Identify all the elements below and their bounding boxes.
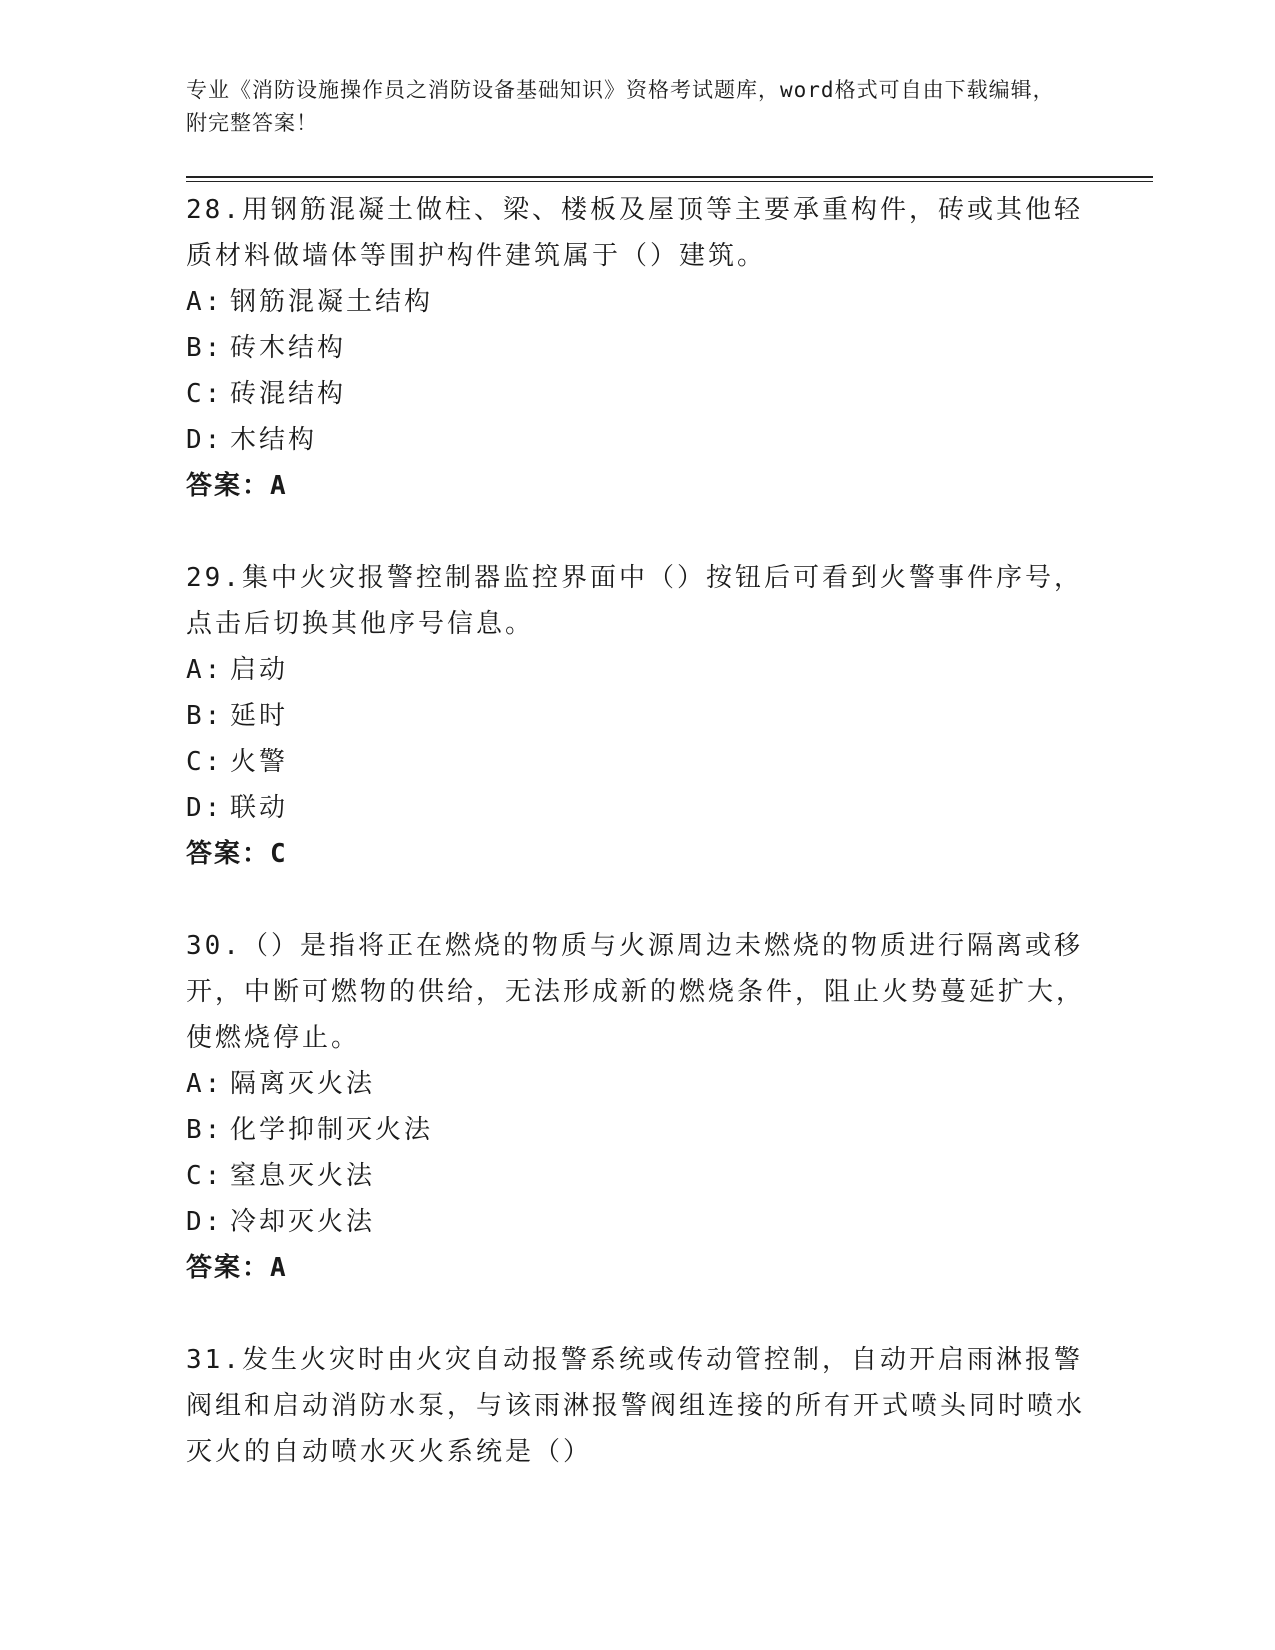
option-text: 砖混结构 — [230, 379, 347, 409]
answer-line: 答案：A — [186, 1253, 288, 1283]
option-key: D: — [186, 425, 224, 455]
question-31 — [186, 1337, 1086, 1475]
question-list — [186, 187, 1086, 1475]
option-c — [186, 739, 1086, 785]
option-key: D: — [186, 1207, 224, 1237]
question-spacer — [186, 509, 1086, 555]
question-29 — [186, 555, 1086, 877]
option-a — [186, 647, 1086, 693]
option-d — [186, 785, 1086, 831]
header-divider-thin — [186, 181, 1153, 182]
option-c — [186, 371, 1086, 417]
header-divider-thick — [186, 176, 1153, 178]
question-28 — [186, 187, 1086, 509]
option-a — [186, 279, 1086, 325]
option-b — [186, 693, 1086, 739]
question-stem: 31.发生火灾时由火灾自动报警系统或传动管控制，自动开启雨淋报警阀组和启动消防水泵，与该雨淋报警阀组连接的所有开式喷头同时喷水灭火的自动喷水灭火系统是（） — [186, 1345, 1086, 1467]
option-key: B: — [186, 333, 224, 363]
option-text: 冷却灭火法 — [230, 1207, 376, 1237]
answer-line: 答案：A — [186, 471, 288, 501]
option-text: 钢筋混凝土结构 — [230, 287, 434, 317]
option-key: A: — [186, 1069, 224, 1099]
option-b — [186, 1107, 1086, 1153]
option-d — [186, 1199, 1086, 1245]
option-key: C: — [186, 747, 224, 777]
question-spacer — [186, 877, 1086, 923]
option-key: B: — [186, 1115, 224, 1145]
option-text: 窒息灭火法 — [230, 1161, 376, 1191]
question-spacer — [186, 1291, 1086, 1337]
option-text: 启动 — [230, 655, 289, 685]
question-stem: 28.用钢筋混凝土做柱、梁、楼板及屋顶等主要承重构件，砖或其他轻质材料做墙体等围护构件建筑属于（）建筑。 — [186, 195, 1083, 271]
option-b — [186, 325, 1086, 371]
option-key: C: — [186, 1161, 224, 1191]
option-text: 隔离灭火法 — [230, 1069, 376, 1099]
question-30 — [186, 923, 1086, 1291]
answer-line: 答案：C — [186, 839, 288, 869]
option-key: A: — [186, 655, 224, 685]
option-text: 木结构 — [230, 425, 318, 455]
option-text: 化学抑制灭火法 — [230, 1115, 434, 1145]
option-text: 延时 — [230, 701, 289, 731]
option-text: 火警 — [230, 747, 289, 777]
option-text: 联动 — [230, 793, 289, 823]
option-key: C: — [186, 379, 224, 409]
question-stem: 30.（）是指将正在燃烧的物质与火源周边未燃烧的物质进行隔离或移开，中断可燃物的供给，无法形成新的燃烧条件，阻止火势蔓延扩大，使燃烧停止。 — [186, 931, 1086, 1053]
option-key: D: — [186, 793, 224, 823]
option-a — [186, 1061, 1086, 1107]
option-d — [186, 417, 1086, 463]
option-key: B: — [186, 701, 224, 731]
option-key: A: — [186, 287, 224, 317]
question-stem: 29.集中火灾报警控制器监控界面中（）按钮后可看到火警事件序号，点击后切换其他序号信息。 — [186, 563, 1083, 639]
option-text: 砖木结构 — [230, 333, 347, 363]
document-header: 专业《消防设施操作员之消防设备基础知识》资格考试题库，word格式可自由下载编辑，附完整答案！ — [186, 78, 1055, 135]
option-c — [186, 1153, 1086, 1199]
